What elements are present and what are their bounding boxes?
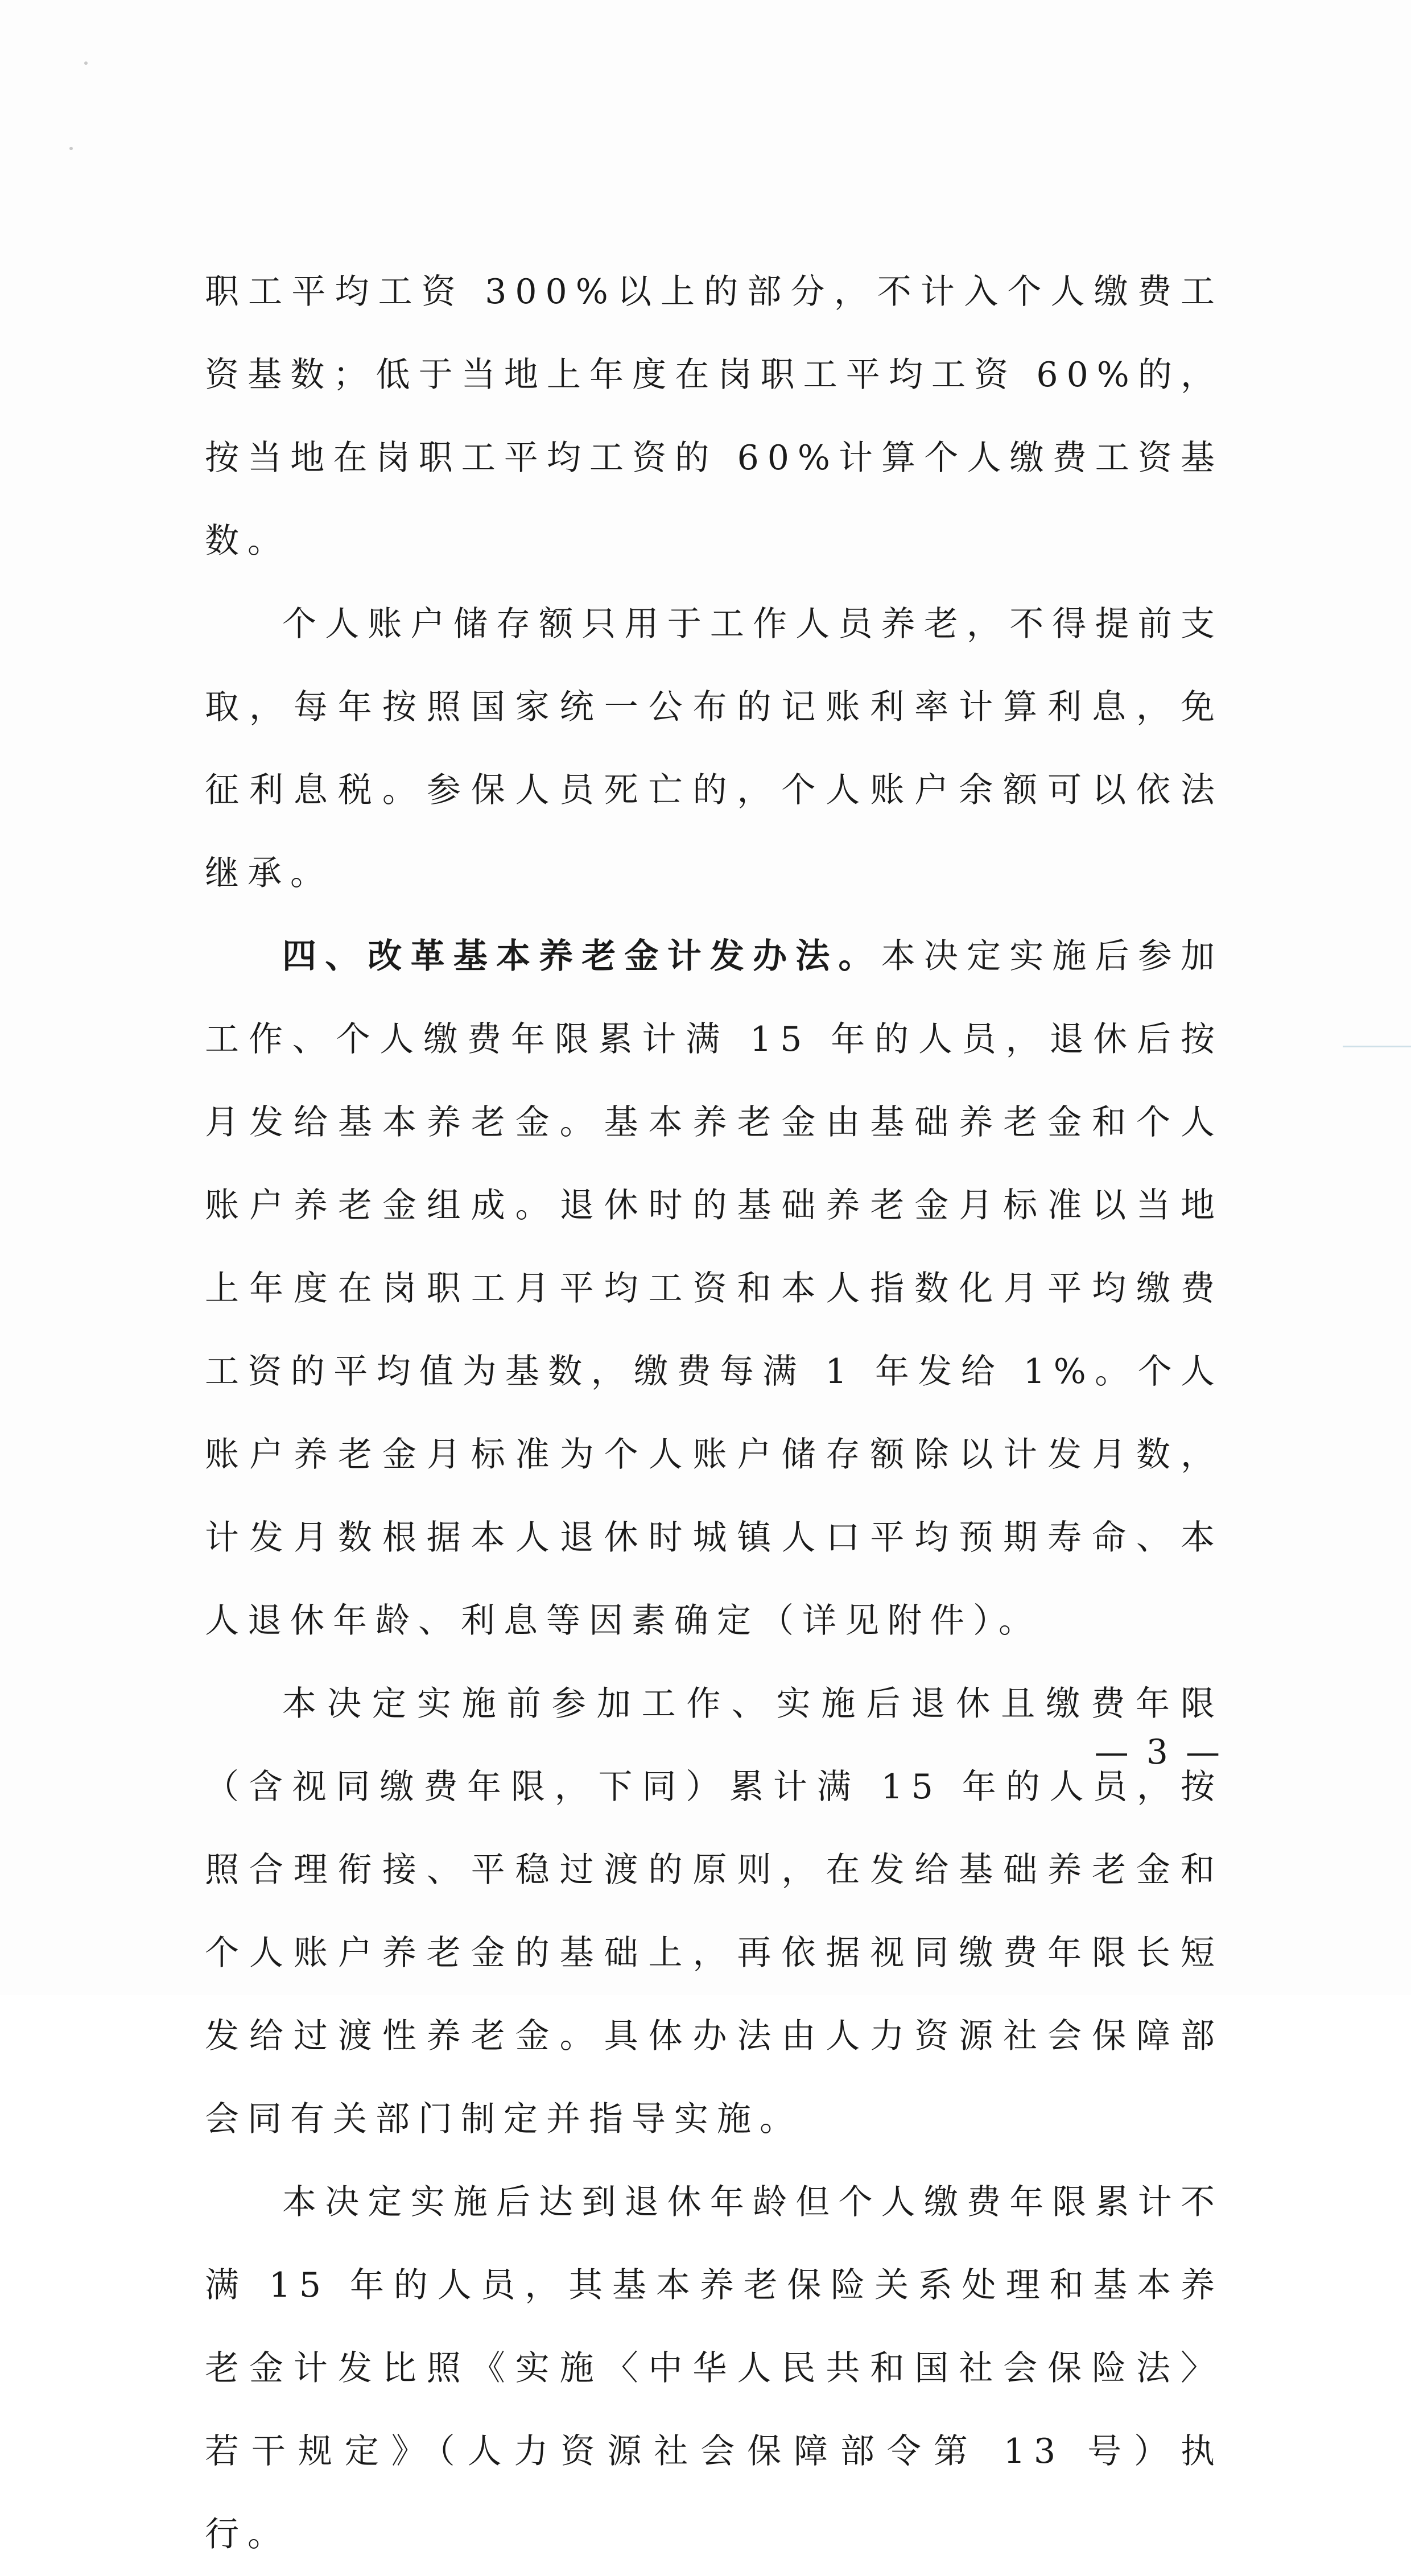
- scan-edge-mark: [1343, 1046, 1411, 1047]
- section-four-heading: 四、改革基本养老金计发办法。: [282, 936, 881, 976]
- paragraph-section-four: [205, 915, 1223, 1662]
- paragraph-transitional-pension: 本决定实施前参加工作、实施后退休且缴费年限（含视同缴费年限，下同）累计满 15 年的人员，按照合理衔接、平稳过渡的原则，在发给基础养老金和个人账户养老金的基础上，再依据视同缴费年限长短发给过渡性养老金。具体办法由人力资源社会保障部会同有关部门制定并指导实施。: [205, 1684, 1223, 2139]
- paragraph-wage-base-continuation: 职工平均工资 300%以上的部分，不计入个人缴费工资基数；低于当地上年度在岗职工平均工资 60%的，按当地在岗职工平均工资的 60%计算个人缴费工资基数。: [205, 272, 1223, 561]
- paragraph-personal-account: 个人账户储存额只用于工作人员养老，不得提前支取，每年按照国家统一公布的记账利率计算利息，免征利息税。参保人员死亡的，个人账户余额可以依法继承。: [205, 604, 1223, 893]
- document-body: [205, 250, 1223, 2576]
- paragraph-under-15-years: 本决定实施后达到退休年龄但个人缴费年限累计不满 15 年的人员，其基本养老保险关系处理和基本养老金计发比照《实施〈中华人民共和国社会保险法〉若干规定》（人力资源社会保障部令第 13 号）执行。: [205, 2182, 1223, 2554]
- scan-speck: [69, 147, 73, 150]
- scan-speck: [84, 61, 88, 65]
- section-four-body: 本决定实施后参加工作、个人缴费年限累计满 15 年的人员，退休后按月发给基本养老金。基本养老金由基础养老金和个人账户养老金组成。退休时的基础养老金月标准以当地上年度在岗职工月平均工资和本人指数化月平均缴费工资的平均值为基数，缴费每满 1 年发给 1%。个人账户养老金月标准为个人账户储存额除以计发月数，计发月数根据本人退休时城镇人口平均预期寿命、本人退休年龄、利息等因素确定（详见附件）。: [205, 936, 1224, 1641]
- page-number: — 3 —: [1094, 1732, 1223, 1772]
